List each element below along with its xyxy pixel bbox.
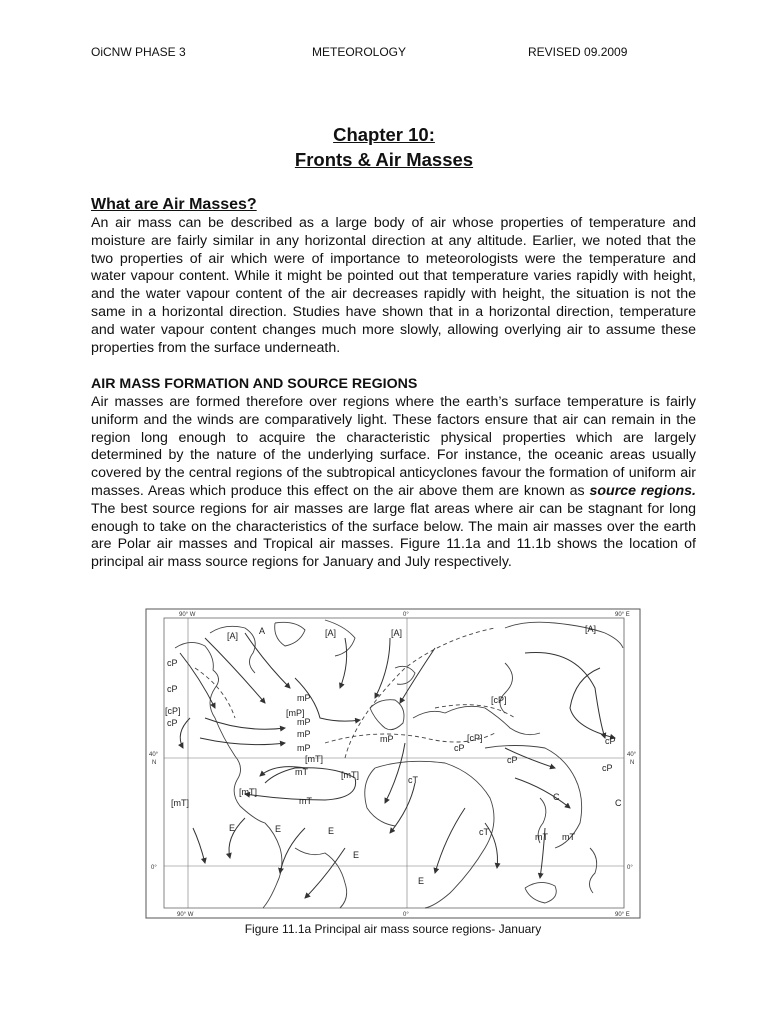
airmass-label: C	[615, 798, 622, 808]
airmass-label: [A]	[325, 628, 337, 638]
airmass-label: E	[328, 826, 335, 836]
figure-caption: Figure 11.1a Principal air mass source regions- January	[244, 922, 542, 936]
airmass-label: cP	[602, 763, 613, 773]
air-mass-map-figure	[145, 608, 641, 919]
paragraph-formation-part2: The best source regions for air masses are large flat areas where air can be stagnant for long enough to take on the characteristics of the surface below. The main air masses over the earth are Polar air masses and Tropical air masses. Figure 11.1a and 11.1b shows the location of principal air mass source regions for January and July respectively.	[91, 500, 696, 571]
header-left: OiCNW PHASE 3	[91, 45, 186, 59]
airmass-label: cP	[167, 658, 178, 668]
airmass-label: mT	[295, 767, 308, 777]
airmass-label: cT	[408, 775, 418, 785]
airmass-label: [A]	[227, 631, 239, 641]
lat-label-40-left: 40°	[149, 752, 159, 758]
air-mass-map	[145, 608, 641, 919]
airmass-label: [mT]	[305, 754, 323, 764]
section-heading-air-masses: What are Air Masses?	[91, 196, 257, 213]
airmass-label: mT	[535, 832, 548, 842]
airmass-label: mP	[380, 734, 394, 744]
header-center: METEOROLOGY	[312, 45, 407, 59]
lon-label-90e-top: 90° E	[615, 612, 630, 618]
airmass-label: mP	[297, 729, 311, 739]
section-heading-formation: AIR MASS FORMATION AND SOURCE REGIONS	[91, 376, 418, 392]
lat-label-0-left: 0°	[151, 865, 157, 871]
paragraph-air-masses: An air mass can be described as a large body of air whose properties of temperature and moisture are fairly similar in any horizontal direction at any altitude. Earlier, we noted that the two properties of air which were of importance to meteorologists were the temperature and water vapour content. While it might be pointed out that temperature varies rapidly with height, and the water vapour content of the air decreases rapidly with height, the situation is not the same in a horizontal direction. Studies have shown that in a horizontal direction, temperature and water vapour content changes much more slowly, allowing overlying air to assume these properties from the surface underneath.	[91, 215, 696, 356]
airmass-label: [cP]	[491, 695, 507, 705]
airmass-label: cP	[507, 755, 518, 765]
airmass-label: mP	[297, 743, 311, 753]
airmass-label: C	[553, 792, 560, 802]
airmass-label: mT	[299, 796, 312, 806]
airmass-label: [mT]	[239, 787, 257, 797]
lon-label-90e-bottom: 90° E	[615, 912, 630, 918]
airmass-label: cP	[167, 684, 178, 694]
airmass-label: mP	[297, 693, 311, 703]
airmass-label: cP	[454, 743, 465, 753]
airmass-label: [cP]	[165, 706, 181, 716]
lat-label-40-right: 40°	[627, 752, 637, 758]
lon-label-90w-top: 90° W	[179, 612, 196, 618]
airmass-label: E	[418, 876, 425, 886]
airmass-label: [mT]	[341, 770, 359, 780]
lon-label-0-top: 0°	[403, 612, 409, 618]
airmass-label: mT	[562, 832, 575, 842]
paragraph-formation	[91, 394, 696, 572]
chapter-title: Fronts & Air Masses	[294, 149, 474, 170]
airmass-label: E	[275, 824, 282, 834]
airmass-label: cT	[479, 827, 489, 837]
airmass-label: cP	[605, 736, 616, 746]
airmass-label: mP	[297, 717, 311, 727]
airmass-label: [mT]	[171, 798, 189, 808]
source-regions-emphasis: source regions.	[589, 482, 696, 499]
airmass-label: [A]	[391, 628, 403, 638]
lat-label-0-right: 0°	[627, 865, 633, 871]
header-right: REVISED 09.2009	[528, 45, 628, 59]
lat-label-40n-right: N	[630, 760, 635, 766]
chapter-number: Chapter 10:	[333, 124, 435, 145]
airmass-label: cP	[167, 718, 178, 728]
lon-label-0-bottom: 0°	[403, 912, 409, 918]
lat-label-40n-left: N	[152, 760, 157, 766]
paragraph-formation-part1: Air masses are formed therefore over regions where the earth’s surface temperature is fairly uniform and the winds are comparatively light. These factors ensure that air can remain in the region long enough to acquire the characteristic physical properties which are largely determined by the nature of the underlying surface. For instance, the oceanic areas usually covered by the central regions of the subtropical anticyclones favour the formation of uniform air masses. Areas which produce this effect on the air above them are known as	[91, 394, 696, 499]
lon-label-90w-bottom: 90° W	[177, 912, 194, 918]
airmass-label: [mP]	[286, 708, 305, 718]
airmass-label: [A]	[585, 624, 597, 634]
airmass-label: A	[259, 626, 266, 636]
airmass-label: E	[353, 850, 360, 860]
airmass-label: [cP]	[467, 733, 483, 743]
airmass-label: E	[229, 823, 236, 833]
